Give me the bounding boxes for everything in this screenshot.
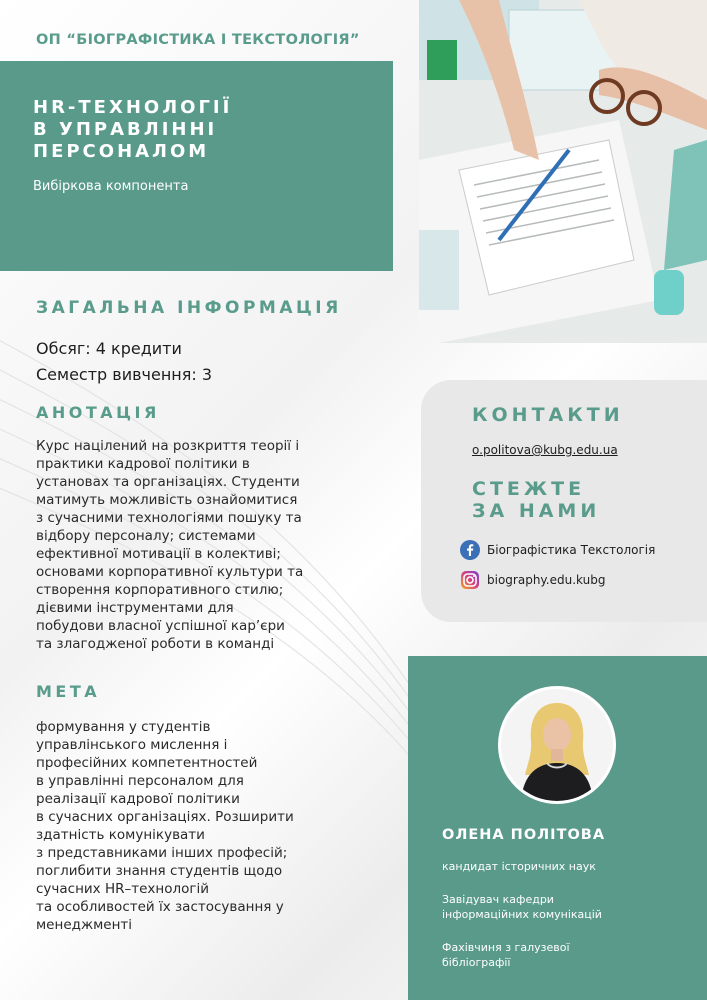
program-name: ОП “БІОГРАФІСТИКА І ТЕКСТОЛОГІЯ” (36, 32, 360, 48)
instagram-icon (460, 570, 480, 590)
annotation-line: з сучасними технологіями пошуку та (36, 510, 302, 526)
annotation-text (36, 437, 366, 653)
lecturer-panel (408, 656, 707, 1000)
annotation-line: створення корпоративного стилю; (36, 582, 284, 598)
annotation-line: Курс націлений на розкриття теорії і (36, 438, 300, 454)
contacts-panel (421, 380, 707, 622)
goal-line: управлінського мислення і (36, 737, 228, 753)
avatar (498, 686, 616, 804)
specialty-line: бібліографії (442, 956, 511, 969)
semester-info: Семестр вивчення: 3 (36, 365, 213, 384)
goal-text (36, 718, 366, 934)
facebook-link[interactable] (460, 539, 655, 561)
course-title (33, 97, 373, 163)
goal-line: реалізації кадрової політики (36, 791, 240, 807)
annotation-line: практики кадрової політики в (36, 456, 250, 472)
goal-line: в сучасних організаціях. Розширити (36, 809, 294, 825)
instagram-link[interactable] (460, 569, 605, 591)
lecturer-degree (442, 859, 596, 874)
annotation-heading: АНОТАЦІЯ (36, 403, 160, 422)
degree-line: кандидат історичних наук (442, 860, 596, 873)
goal-line: сучасних HR–технологій (36, 881, 209, 897)
follow-us-line: ЗА НАМИ (472, 500, 601, 522)
annotation-line: установах та організаціях. Студенти (36, 474, 300, 490)
course-title-line: В УПРАВЛІННІ (33, 119, 218, 140)
goal-line: поглибити знання студентів щодо (36, 863, 283, 879)
study-photo-illustration (419, 0, 707, 343)
instagram-label: biography.edu.kubg (487, 573, 606, 587)
general-info-heading: ЗАГАЛЬНА ІНФОРМАЦІЯ (36, 298, 342, 318)
facebook-icon (460, 540, 480, 560)
position-line: інформаційних комунікацій (442, 908, 602, 921)
goal-line: менеджменті (36, 917, 133, 933)
position-line: Завідувач кафедри (442, 893, 554, 906)
annotation-line: основами корпоративної культури та (36, 564, 304, 580)
lecturer-specialty (442, 940, 570, 970)
annotation-line: та злагодженої роботи в команді (36, 636, 275, 652)
annotation-line: матимуть можливість ознайомитися (36, 492, 298, 508)
contacts-heading: КОНТАКТИ (472, 404, 624, 426)
goal-line: в управлінні персоналом для (36, 773, 244, 789)
course-title-line: HR-ТЕХНОЛОГІЇ (33, 97, 233, 118)
goal-line: здатність комунікувати (36, 827, 205, 843)
title-block (0, 61, 393, 271)
goal-line: з представниками інших професій; (36, 845, 288, 861)
follow-us-line: СТЕЖТЕ (472, 478, 586, 500)
goal-line: професійних компетентностей (36, 755, 258, 771)
goal-line: та особливостей їх застосування у (36, 899, 284, 915)
email-link[interactable]: o.politova@kubg.edu.ua (472, 443, 618, 457)
course-title-line: ПЕРСОНАЛОМ (33, 141, 210, 162)
annotation-line: відбору персоналу; системами (36, 528, 256, 544)
annotation-line: дієвими інструментами для (36, 600, 234, 616)
lecturer-name: ОЛЕНА ПОЛІТОВА (442, 827, 606, 843)
specialty-line: Фахівчиня з галузевої (442, 941, 570, 954)
annotation-line: побудови власної успішної кар’єри (36, 618, 285, 634)
facebook-label: Біографістика Текстологія (487, 543, 656, 557)
lecturer-position (442, 892, 602, 922)
follow-us-heading (472, 478, 600, 522)
goal-heading: МЕТА (36, 682, 101, 701)
lecturer-portrait (501, 689, 613, 801)
course-subtitle: Вибіркова компонента (33, 179, 189, 194)
header-photo (419, 0, 707, 343)
goal-line: формування у студентів (36, 719, 211, 735)
credits-info: Обсяг: 4 кредити (36, 339, 182, 358)
annotation-line: ефективної мотивації в колективі; (36, 546, 281, 562)
